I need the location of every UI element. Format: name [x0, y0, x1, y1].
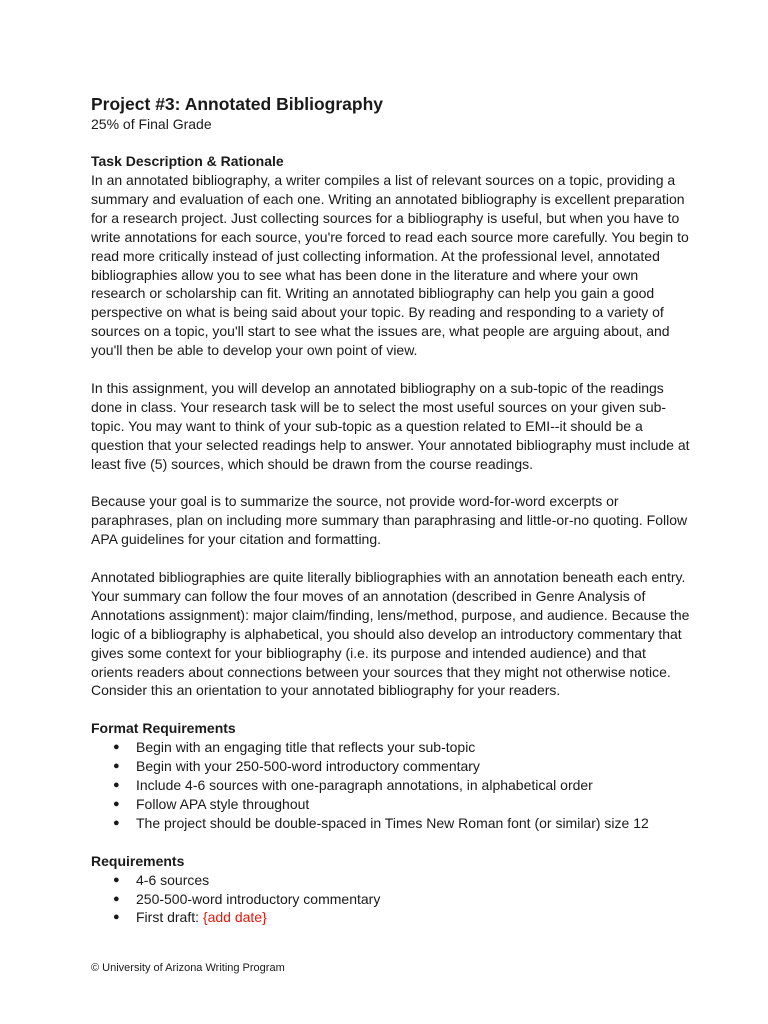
format-heading: Format Requirements [91, 720, 236, 737]
list-item-text: 4-6 sources [136, 871, 210, 888]
bullet-icon: ● [113, 760, 120, 773]
bullet-icon: ● [113, 797, 120, 810]
first-draft-date-placeholder: {add date} [202, 909, 267, 926]
list-item [91, 738, 691, 757]
first-draft-label: First draft: [136, 909, 203, 926]
list-item-text: 250-500-word introductory commentary [136, 890, 381, 907]
requirements-heading: Requirements [91, 852, 185, 869]
list-item-text: Begin with an engaging title that reflects your sub-topic [136, 739, 476, 756]
list-item-text: Begin with your 250-500-word introductory commentary [136, 758, 480, 775]
task-paragraph-4: Annotated bibliographies are quite literally bibliographies with an annotation beneath each entry. Your summary can follow the four moves of an annotation (described in Genre Analysis of Annotations assignment): major claim/finding, lens/method, purpose, and audience. Because the logic of a bibliography is alphabetical, you should also develop an introductory commentary that gives some context for your bibliography (i.e. its purpose and intended audience) and that orients readers about connections between your sources that they might not otherwise notice. Consider this an orientation to your annotated bibliography for your readers. [91, 568, 690, 699]
spacer [91, 700, 691, 719]
format-list [91, 738, 691, 833]
task-paragraph-1: In an annotated bibliography, a writer compiles a list of relevant sources on a topic, providing a summary and evaluation of each one. Writing an annotated bibliography is excellent preparation for a research project. Just collecting sources for a bibliography is useful, but when you have to write annotations for each source, you're forced to read each source more carefully. You begin to read more critically instead of just collecting information. At the professional level, annotated bibliographies allow you to see what has been done in the literature and where your own research or scholarship can fit. Writing an annotated bibliography can help you gain a good perspective on what is being said about your topic. By reading and responding to a variety of sources on a topic, you'll start to see what the issues are, what people are arguing about, and you'll then be able to develop your own point of view. [91, 172, 689, 359]
list-item [91, 795, 691, 814]
list-item [91, 776, 691, 795]
list-item-text: The project should be double-spaced in Times New Roman font (or similar) size 12 [136, 814, 649, 831]
bullet-icon: ● [113, 816, 120, 829]
list-item [91, 871, 691, 890]
list-item [91, 908, 691, 927]
list-item-text: Include 4-6 sources with one-paragraph annotations, in alphabetical order [136, 777, 593, 794]
task-heading: Task Description & Rationale [91, 153, 284, 169]
copyright-footer: © University of Arizona Writing Program [91, 962, 285, 974]
list-item-text: Follow APA style throughout [136, 795, 310, 812]
bullet-icon: ● [113, 741, 120, 754]
spacer [91, 134, 691, 152]
list-item [91, 757, 691, 776]
task-paragraph-2: In this assignment, you will develop an annotated bibliography on a sub-topic of the readings done in class. Your research task will be to select the most useful sources on your given sub-topic. You may want to think of your sub-topic as a question related to EMI--it should be a question that your selected readings help to answer. Your annotated bibliography must include at least five (5) sources, which should be drawn from the course readings. [91, 379, 690, 472]
document-page [91, 93, 691, 927]
list-item [91, 814, 691, 833]
spacer [91, 360, 691, 379]
bullet-icon: ● [113, 892, 120, 905]
spacer [91, 833, 691, 852]
spacer [91, 473, 691, 492]
spacer [91, 549, 691, 568]
bullet-icon: ● [113, 779, 120, 792]
grade-weight: 25% of Final Grade [91, 116, 212, 132]
page-title: Project #3: Annotated Bibliography [91, 94, 384, 114]
bullet-icon: ● [113, 911, 120, 924]
task-paragraph-3: Because your goal is to summarize the source, not provide word-for-word excerpts or paraphrases, plan on including more summary than paraphrasing and little-or-no quoting. Follow APA guidelines for your citation and formatting. [91, 493, 688, 548]
requirements-list [91, 871, 691, 928]
bullet-icon: ● [113, 873, 120, 886]
list-item [91, 890, 691, 909]
